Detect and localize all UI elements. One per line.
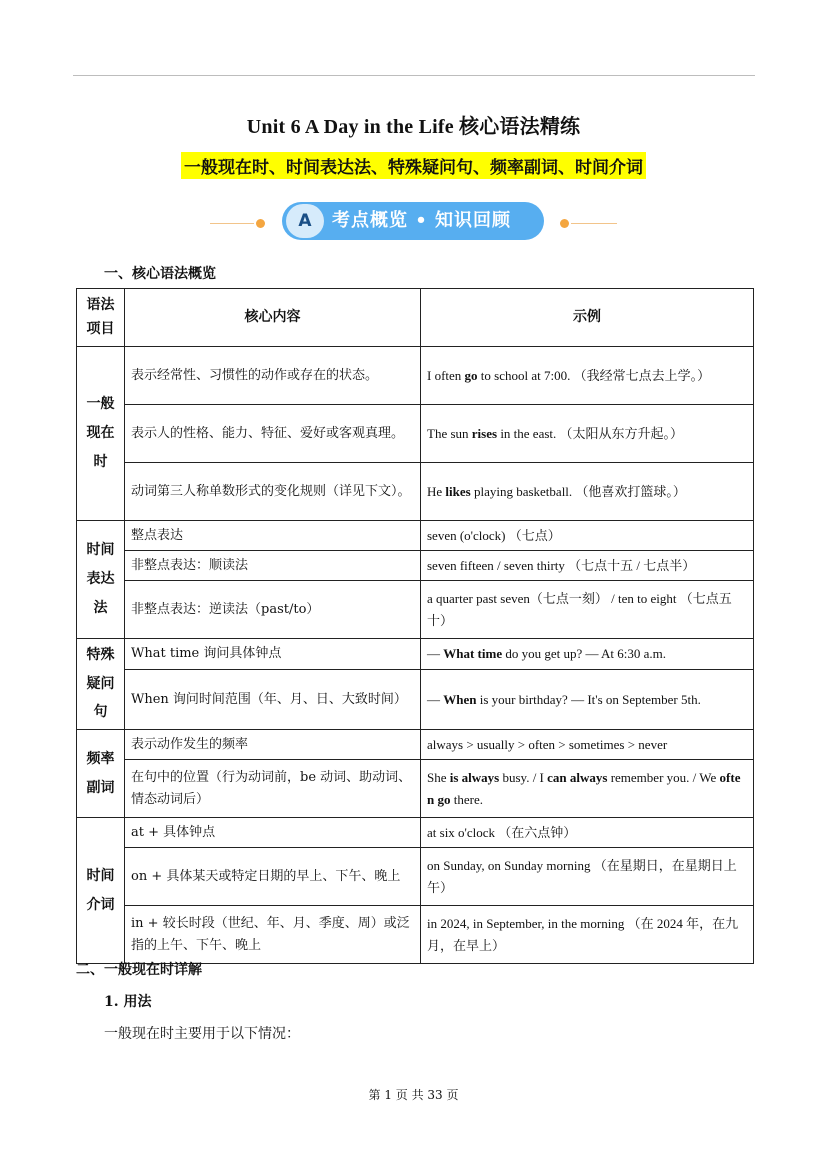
example-text: busy. / I	[499, 770, 548, 786]
content-cell: 表示人的性格、能力、特征、爱好或客观真理。	[125, 405, 421, 463]
content-cell: 非整点表达：逆读法（past/to）	[125, 581, 421, 639]
example-highlight: go	[464, 367, 478, 383]
example-text: is your birthday? — It's on September 5th.	[476, 691, 701, 707]
example-text: on Sunday, on Sunday morning （在星期日，在星期日上午）	[427, 858, 737, 895]
page-footer: 第 1 页 共 33 页	[368, 1088, 459, 1102]
banner-badge: A	[286, 204, 324, 238]
example-text: a quarter past seven（七点一刻） / ten to eight （七点五十）	[427, 591, 732, 628]
example-text: The sun	[427, 425, 472, 441]
example-cell	[421, 848, 754, 906]
document-title: Unit 6 A Day in the Life 核心语法精练	[246, 116, 581, 138]
section-heading-overview: 一、核心语法概览	[104, 266, 216, 282]
example-cell	[421, 670, 754, 730]
example-cell	[421, 906, 754, 964]
example-highlight: can always	[547, 770, 608, 786]
content-cell: in + 较长时段（世纪、年、月、季度、周）或泛指的上午、下午、晚上	[125, 906, 421, 964]
example-cell	[421, 521, 754, 551]
content-cell: What time 询问具体钟点	[125, 639, 421, 670]
example-cell	[421, 730, 754, 760]
example-text: playing basketball. （他喜欢打篮球。）	[470, 483, 686, 499]
banner-line-right	[571, 223, 617, 224]
example-text: always > usually > often > sometimes > never	[427, 736, 668, 752]
example-cell	[421, 639, 754, 670]
table-row	[77, 521, 754, 551]
example-cell	[421, 760, 754, 818]
category-cell: 时间介词	[77, 818, 125, 964]
content-cell: 动词第三人称单数形式的变化规则（详见下文）。	[125, 463, 421, 521]
example-text: to school at 7:00. （我经常七点去上学。）	[477, 367, 711, 383]
section-heading-present-simple: 二、一般现在时详解	[76, 962, 202, 978]
example-cell	[421, 818, 754, 848]
header-example: 示例	[421, 289, 754, 347]
table-row	[77, 760, 754, 818]
usage-paragraph: 一般现在时主要用于以下情况：	[104, 1026, 300, 1042]
example-highlight: rises	[471, 425, 498, 441]
example-text: do you get up? — At 6:30 a.m.	[502, 646, 667, 662]
example-text: in the east. （太阳从东方升起。）	[497, 425, 684, 441]
grammar-overview-table	[76, 288, 754, 964]
content-cell: 在句中的位置（行为动词前，be 动词、助动词、情态动词后）	[125, 760, 421, 818]
example-text: remember you. / We	[607, 770, 720, 786]
example-text: He	[427, 483, 446, 499]
content-cell: at + 具体钟点	[125, 818, 421, 848]
subtitle-wrap	[0, 152, 827, 179]
table-row	[77, 639, 754, 670]
category-cell: 特殊疑问句	[77, 639, 125, 730]
table-row	[77, 405, 754, 463]
example-cell	[421, 581, 754, 639]
example-text: in 2024, in September, in the morning （在 2024 年，在九月，在早上）	[427, 916, 739, 953]
banner-line-left	[210, 223, 254, 224]
subsection-heading-usage: 1. 用法	[104, 994, 152, 1010]
banner-dot-right	[560, 219, 569, 228]
example-text: —	[427, 691, 444, 707]
content-cell: When 询问时间范围（年、月、日、大致时间）	[125, 670, 421, 730]
content-cell: 表示动作发生的频率	[125, 730, 421, 760]
table-row	[77, 551, 754, 581]
example-cell	[421, 551, 754, 581]
example-highlight: often go	[427, 770, 741, 807]
category-cell: 时间表达法	[77, 521, 125, 639]
example-text: there.	[450, 791, 483, 807]
example-highlight: What time	[443, 646, 503, 662]
header-rule	[73, 75, 755, 76]
example-cell	[421, 405, 754, 463]
category-cell: 频率副词	[77, 730, 125, 818]
content-cell: 非整点表达：顺读法	[125, 551, 421, 581]
table-row	[77, 670, 754, 730]
header-item: 语法项目	[77, 289, 125, 347]
table-row	[77, 818, 754, 848]
example-cell	[421, 463, 754, 521]
example-text: at six o'clock （在六点钟）	[427, 824, 577, 840]
table-body	[77, 347, 754, 964]
banner-dot-left	[256, 219, 265, 228]
table-row	[77, 581, 754, 639]
example-text: I often	[427, 367, 465, 383]
category-cell: 一般现在时	[77, 347, 125, 521]
content-cell: 表示经常性、习惯性的动作或存在的状态。	[125, 347, 421, 405]
content-cell: 整点表达	[125, 521, 421, 551]
example-cell	[421, 347, 754, 405]
example-highlight: is always	[449, 770, 500, 786]
table-row	[77, 730, 754, 760]
content-cell: on + 具体某天或特定日期的早上、下午、晚上	[125, 848, 421, 906]
example-text: seven fifteen / seven thirty （七点十五 / 七点半）	[427, 557, 696, 573]
table-row	[77, 347, 754, 405]
header-content: 核心内容	[125, 289, 421, 347]
example-text: seven (o'clock) （七点）	[427, 527, 561, 543]
example-highlight: likes	[445, 483, 471, 499]
document-subtitle: 一般现在时、时间表达法、特殊疑问句、频率副词、时间介词	[181, 152, 646, 179]
table-row	[77, 463, 754, 521]
banner-text: 考点概览 • 知识回顾	[332, 210, 512, 231]
example-highlight: When	[443, 691, 477, 707]
example-text: —	[427, 646, 444, 662]
table-row	[77, 848, 754, 906]
table-row	[77, 906, 754, 964]
example-text: She	[427, 770, 450, 786]
section-banner	[210, 200, 617, 242]
